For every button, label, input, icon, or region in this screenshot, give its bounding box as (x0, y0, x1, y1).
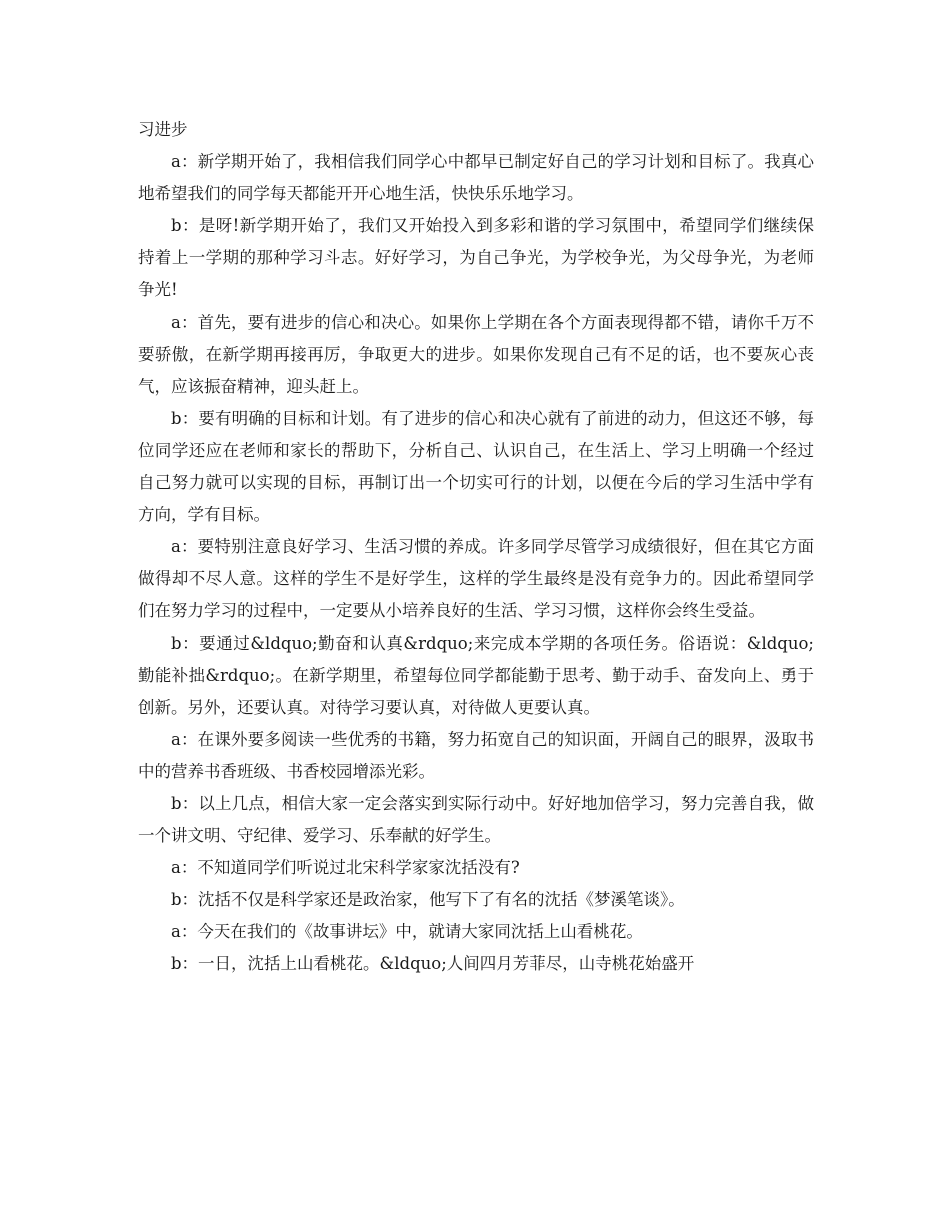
paragraph: b：一日，沈括上山看桃花。&ldquo;人间四月芳菲尽，山寺桃花始盛开 (171, 954, 695, 974)
paragraph: b：沈括不仅是科学家还是政治家，他写下了有名的沈括《梦溪笔谈》。 (171, 890, 685, 910)
paragraph: a：首先，要有进步的信心和决心。如果你上学期在各个方面表现得都不错，请你千万不要骄傲，在新学期再接再厉，争取更大的进步。如果你发现自己有不足的话，也不要灰心丧气，应该振奋精神，迎头赶上。 (138, 312, 814, 396)
paragraph: a：不知道同学们听说过北宋科学家家沈括没有? (171, 858, 520, 878)
paragraph: a：在课外要多阅读一些优秀的书籍，努力拓宽自己的知识面，开阔自己的眼界，汲取书中的营养书香班级、书香校园增添光彩。 (138, 729, 814, 781)
paragraph: b：是呀!新学期开始了，我们又开始投入到多彩和谐的学习氛围中，希望同学们继续保持着上一学期的那种学习斗志。好好学习，为自己争光，为学校争光，为父母争光，为老师争光! (138, 216, 814, 300)
paragraph: 习进步 (138, 120, 188, 139)
paragraph: b：以上几点，相信大家一定会落实到实际行动中。好好地加倍学习，努力完善自我，做一个讲文明、守纪律、爱学习、乐奉献的好学生。 (138, 793, 814, 846)
document-body (138, 114, 814, 981)
paragraph: b：要有明确的目标和计划。有了进步的信心和决心就有了前进的动力，但这还不够，每位同学还应在老师和家长的帮助下，分析自己、认识自己，在生活上、学习上明确一个经过自己努力就可以实现的目标，再制订出一个切实可行的计划，以便在今后的学习生活中学有方向，学有目标。 (138, 408, 814, 525)
paragraph: a：要特别注意良好学习、生活习惯的养成。许多同学尽管学习成绩很好，但在其它方面做得却不尽人意。这样的学生不是好学生，这样的学生最终是没有竞争力的。因此希望同学们在努力学习的过程中，一定要从小培养良好的生活、学习习惯，这样你会终生受益。 (138, 537, 814, 621)
paragraph: b：要通过&ldquo;勤奋和认真&rdquo;来完成本学期的各项任务。俗语说：&ldquo;勤能补拙&rdquo;。在新学期里，希望每位同学都能勤于思考、勤于动手、奋发向上、勇于创新。另外，还要认真。对待学习要认真，对待做人更要认真。 (138, 633, 814, 717)
paragraph: a：今天在我们的《故事讲坛》中，就请大家同沈括上山看桃花。 (171, 922, 643, 942)
paragraph: a：新学期开始了，我相信我们同学心中都早已制定好自己的学习计划和目标了。我真心地希望我们的同学每天都能开开心地生活，快快乐乐地学习。 (138, 152, 814, 204)
